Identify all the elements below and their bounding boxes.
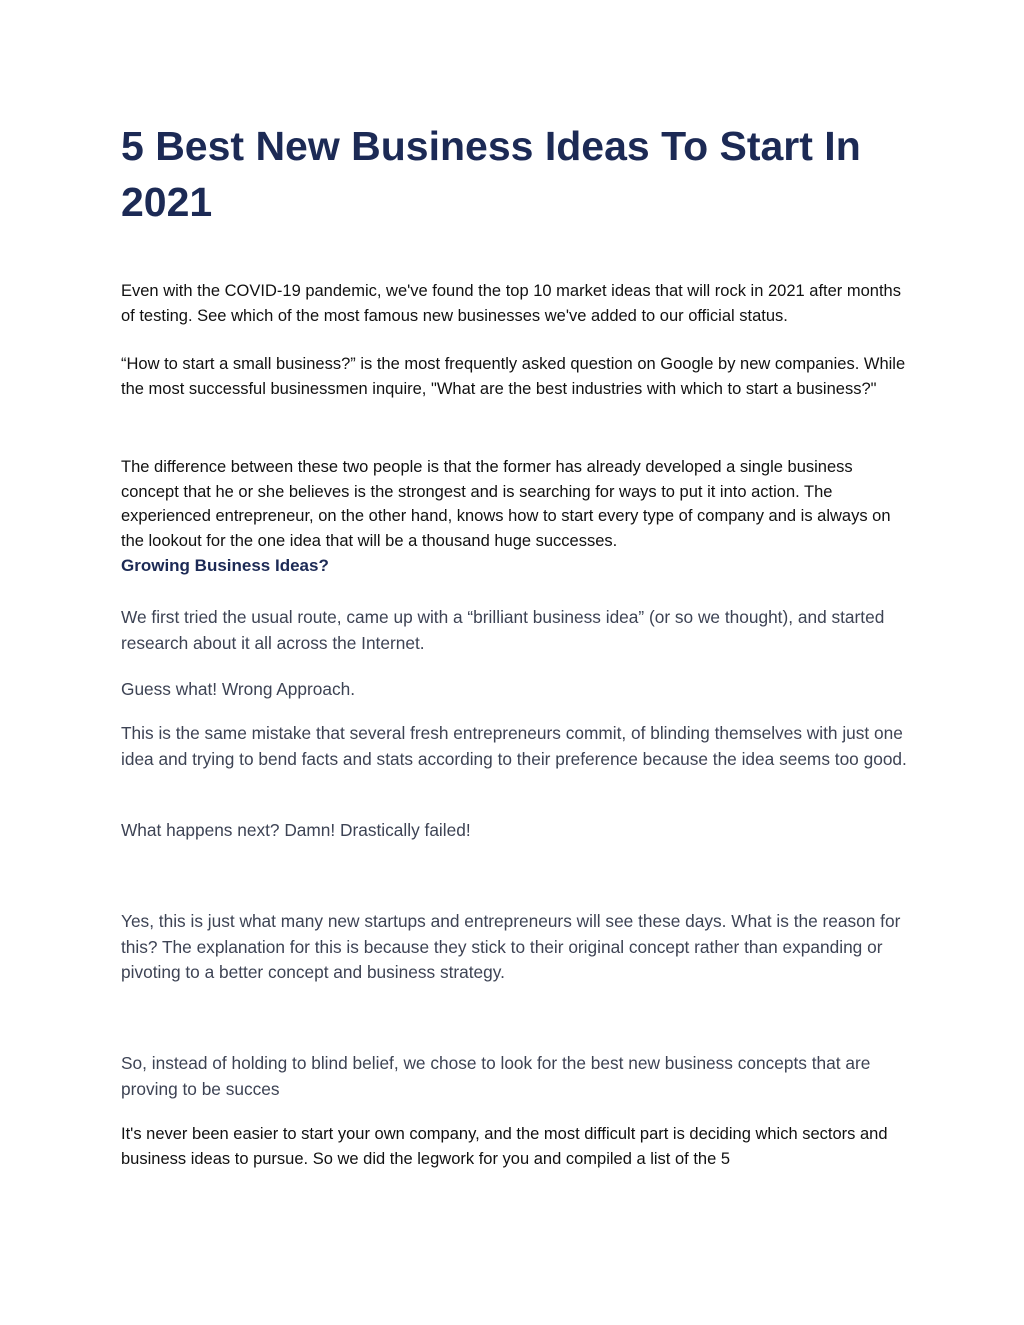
body-paragraph-1: We first tried the usual route, came up with a “brilliant business idea” (or so we thought), and started research about it all across the Internet.	[121, 607, 885, 653]
intro-paragraph-1: Even with the COVID-19 pandemic, we've found the top 10 market ideas that will rock in 2021 after months of testing. See which of the most famous new businesses we've added to our official status.	[121, 282, 901, 325]
intro-paragraph-2: “How to start a small business?” is the most frequently asked question on Google by new companies. While the most successful businessmen inquire, "What are the best industries with which to start a business?"	[121, 355, 906, 398]
section-heading: Growing Business Ideas?	[121, 556, 329, 575]
body-paragraph-5: Yes, this is just what many new startups and entrepreneurs will see these days. What is the reason for this? The explanation for this is because they stick to their original concept rather than expanding or pivoting to a better concept and business strategy.	[121, 911, 901, 982]
intro-paragraph-3: The difference between these two people is that the former has already developed a single business concept that he or she believes is the strongest and is searching for ways to put it into action. The experienced entrepreneur, on the other hand, knows how to start every type of company and is always on the lookout for the one idea that will be a thousand huge successes.	[121, 458, 891, 550]
body-paragraph-2: Guess what! Wrong Approach.	[121, 679, 356, 699]
page-title: 5 Best New Business Ideas To Start In 2021	[121, 123, 861, 225]
body-paragraph-4: What happens next? Damn! Drastically failed!	[121, 820, 471, 840]
body-paragraph-7: It's never been easier to start your own company, and the most difficult part is deciding which sectors and business ideas to pursue. So we did the legwork for you and compiled a list of the 5	[121, 1125, 888, 1168]
body-paragraph-6: So, instead of holding to blind belief, we chose to look for the best new business concepts that are proving to be succes	[121, 1053, 871, 1099]
body-paragraph-3: This is the same mistake that several fresh entrepreneurs commit, of blinding themselves with just one idea and trying to bend facts and stats according to their preference because the idea seems too good.	[121, 723, 907, 769]
